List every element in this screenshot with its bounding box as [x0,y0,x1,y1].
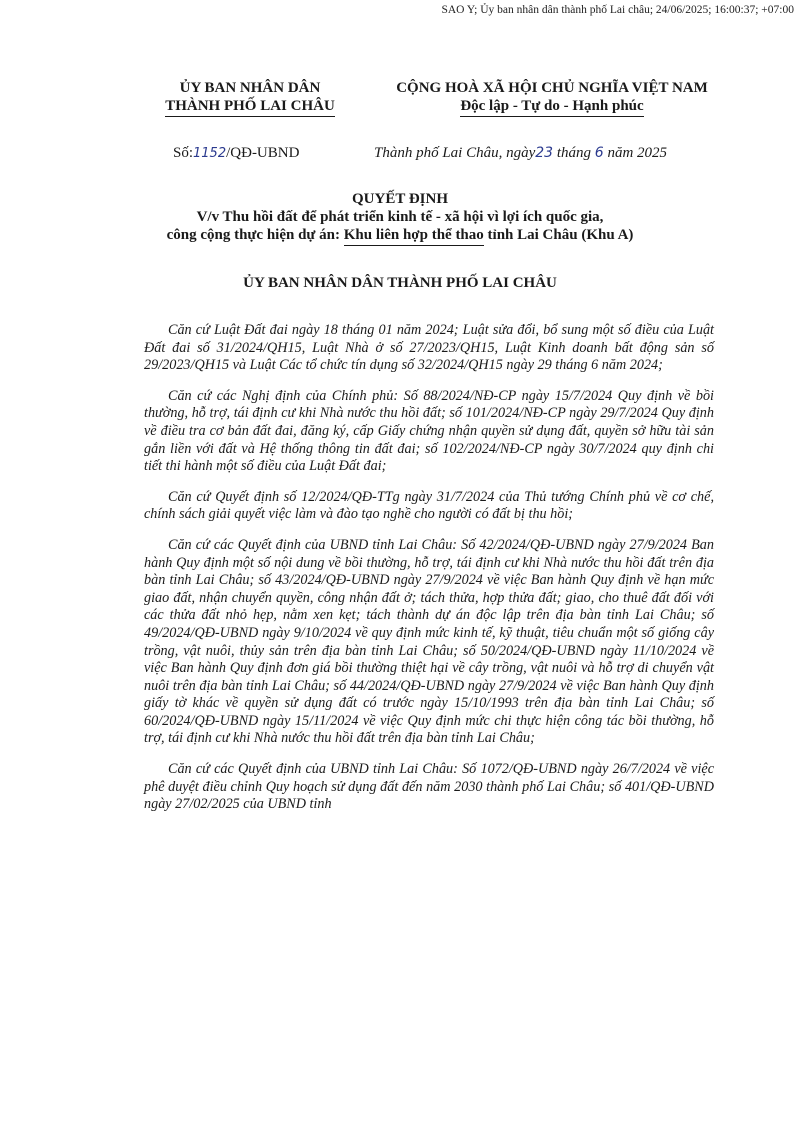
subject-line-2-prefix: công cộng thực hiện dự án: [166,227,341,243]
subject-line-2 [60,226,740,246]
digital-copy-stamp: SAO Y; Ủy ban nhân dân thành phố Lai châu; 24/06/2025; 16:00:37; +07:00 [441,4,794,16]
document-number [173,145,299,162]
document-title: QUYẾT ĐỊNH [352,191,448,207]
legal-basis-paragraph: Căn cứ Quyết định số 12/2024/QĐ-TTg ngày 31/7/2024 của Thủ tướng Chính phủ về cơ chế, chính sách giải quyết việc làm và đào tạo nghề cho người có đất bị thu hồi; [144,488,714,523]
date-place: Thành phố Lai Châu, ngày [374,145,536,161]
date-month-label: tháng [556,145,592,161]
doc-number-suffix: /QĐ-UBND [226,145,300,161]
issuing-authority-header [150,79,350,117]
document-date [374,145,667,162]
subject-line-1: V/v Thu hồi đất để phát triển kinh tế - xã hội vì lợi ích quốc gia, [196,209,604,225]
nation-motto: Độc lập - Tự do - Hạnh phúc [460,97,643,117]
subject-line-2-suffix: tỉnh Lai Châu (Khu A) [487,227,634,243]
org-line-2: THÀNH PHỐ LAI CHÂU [165,97,335,117]
national-header [368,79,736,117]
date-month-handwritten: 6 [594,145,604,161]
project-name-underlined: Khu liên hợp thể thao [344,226,484,246]
date-year: năm 2025 [607,145,668,161]
document-subject [60,208,740,246]
legal-basis-paragraph: Căn cứ các Nghị định của Chính phủ: Số 88/2024/NĐ-CP ngày 15/7/2024 Quy định về bồi thường, hỗ trợ, tái định cư khi Nhà nước thu hồi đất; số 101/2024/NĐ-CP ngày 29/7/2024 Quy định về điều tra cơ bản đất đai, đăng ký, cấp Giấy chứng nhận quyền sử dụng đất, quyền sở hữu tài sản gắn liền với đất và Hệ thống thông tin đất đai; số 102/2024/NĐ-CP ngày 30/7/2024 quy định chi tiết thi hành một số điều của Luật Đất đai; [144,387,714,475]
nation-line-1: CỘNG HOÀ XÃ HỘI CHỦ NGHĨA VIỆT NAM [396,80,708,96]
doc-number-prefix: Số: [173,145,194,161]
legal-basis-paragraph: Căn cứ Luật Đất đai ngày 18 tháng 01 năm 2024; Luật sửa đổi, bổ sung một số điều của Luật Đất đai số 31/2024/QH15, Luật Nhà ở số 27/2023/QH15, Luật Kinh doanh bất động sản số 29/2023/QH15 và Luật Các tổ chức tín dụng số 32/2024/QH15 ngày 29 tháng 6 năm 2024; [144,322,714,374]
legal-basis-section [144,322,714,827]
legal-basis-paragraph: Căn cứ các Quyết định của UBND tỉnh Lai Châu: Số 42/2024/QĐ-UBND ngày 27/9/2024 Ban hành Quy định một số nội dung về bồi thường, hỗ trợ, tái định cư khi Nhà nước thu hồi đất trên địa bàn tỉnh Lai Châu; số 43/2024/QĐ-UBND ngày 27/9/2024 về việc Ban hành Quy định về hạn mức giao đất, nhận chuyển quyền, công nhận đất ở; tách thửa, hợp thửa đất; giao, cho thuê đất đối với các thửa đất nhỏ hẹp, nằm xen kẹt; tách thành dự án độc lập trên địa bàn tỉnh Lai Châu; số 49/2024/QĐ-UBND ngày 9/10/2024 về quy định mức kinh tế, kỹ thuật, tiêu chuẩn một số giống cây trồng, vật nuôi, thủy sản trên địa bàn tỉnh Lai Châu; số 50/2024/QĐ-UBND ngày 11/10/2024 về việc Ban hành Quy định đơn giá bồi thường thiệt hại về cây trồng, vật nuôi và hỗ trợ di chuyển vật nuôi trên địa bàn tỉnh Lai Châu; số 44/2024/QĐ-UBND ngày 27/9/2024 về việc Ban hành Quy định giấy tờ khác về quyền sử dụng đất có trước ngày 15/10/1993 trên địa bàn tỉnh Lai Châu; số 60/2024/QĐ-UBND ngày 15/11/2024 về việc Quy định mức chi thực hiện công tác bồi thường, hỗ trợ, tái định cư khi Nhà nước thu hồi đất trên địa bàn tỉnh Lai Châu; [144,536,714,747]
org-line-1: ỦY BAN NHÂN DÂN [179,80,321,96]
issuing-body-heading: ỦY BAN NHÂN DÂN THÀNH PHỐ LAI CHÂU [243,275,557,291]
date-day-handwritten: 23 [535,145,554,161]
legal-basis-paragraph: Căn cứ các Quyết định của UBND tỉnh Lai Châu: Số 1072/QĐ-UBND ngày 26/7/2024 về việc phê duyệt điều chỉnh Quy hoạch sử dụng đất đến năm 2030 thành phố Lai Châu; số 401/QĐ-UBND ngày 27/02/2025 của UBND tỉnh [144,761,714,813]
doc-number-handwritten: 1152 [193,146,227,161]
